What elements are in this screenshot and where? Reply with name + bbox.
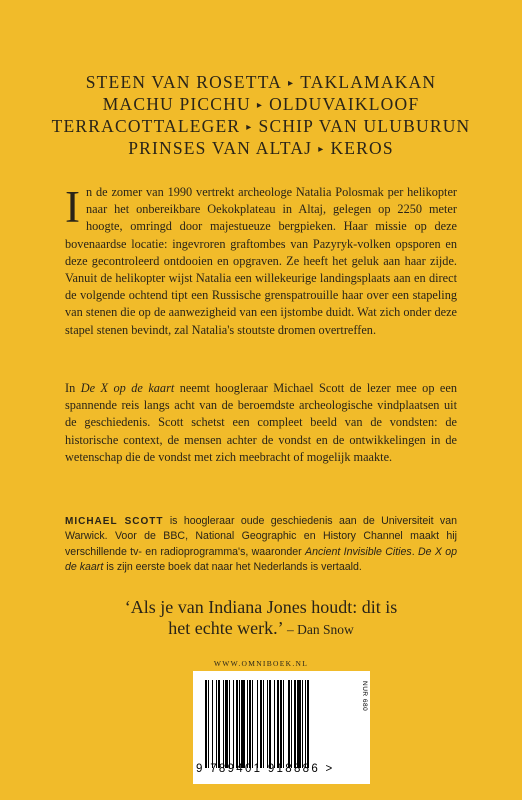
barcode-bar [233, 680, 234, 768]
barcode-bar [205, 680, 207, 768]
barcode-bar [239, 680, 240, 768]
barcode-bar [236, 680, 238, 768]
endorsement-quote [0, 597, 522, 640]
barcode-bar [208, 680, 209, 768]
site-name: MACHU PICCHU [102, 94, 251, 114]
barcode-bar [216, 680, 217, 768]
description-paragraph [65, 380, 457, 466]
quote-text: het echte werk.’ [168, 618, 284, 638]
barcode-bar [305, 680, 306, 768]
barcode-bar [302, 680, 303, 768]
nur-code: NUR 680 [361, 681, 368, 712]
site-name: TERRACOTTALEGER [51, 116, 241, 136]
drop-cap: I [65, 182, 80, 232]
barcode-bar [241, 680, 244, 768]
publisher-website: WWW.OMNIBOEK.NL [213, 659, 309, 668]
barcode-bar [229, 680, 230, 768]
bio-text: is hoogleraar oude geschiedenis aan de Universiteit van Warwick. Voor de BBC, National Geographic en History Channel maakt hij verschillende tv- en radioprogramma's, waaronder [65, 515, 457, 558]
barcode-bar [283, 680, 284, 768]
barcode-bar [297, 680, 300, 768]
sites-line [0, 94, 522, 116]
bio-text: . [411, 545, 418, 558]
description-text: neemt hoogleraar Michael Scott de lezer mee op een spannende reis langs acht van de beroemdste archeologische vindplaatsen uit de geschiedenis. Scott schetst een compleet beeld van de vondsten: de historische context, de mensen achter de vondst en de ontwikkelingen in de wetenschap die de vondst met zich meebracht of mogelijk maakte. [65, 381, 457, 464]
author-bio [65, 514, 457, 576]
site-name: TAKLAMAKAN [300, 72, 437, 92]
isbn-number: 9 789401 918886 > [196, 763, 335, 775]
sites-line [0, 72, 522, 94]
barcode-bar [218, 680, 220, 768]
sites-line [0, 116, 522, 138]
separator-triangle-icon: ▸ [318, 144, 325, 155]
archaeological-sites-list [0, 72, 522, 160]
barcode-bar [225, 680, 228, 768]
quote-line [0, 618, 522, 640]
barcode-bar [274, 680, 275, 768]
barcode-bar [307, 680, 309, 768]
sites-line [0, 138, 522, 160]
barcode-bar [294, 680, 296, 768]
bio-text: is zijn eerste boek dat naar het Nederlands is vertaald. [103, 561, 362, 574]
quote-attribution: – Dan Snow [283, 622, 354, 637]
barcode-bar [212, 680, 213, 768]
barcode-bar [260, 680, 262, 768]
site-name: PRINSES VAN ALTAJ [128, 138, 313, 158]
barcode-bars [205, 680, 347, 768]
book-title: De X op de kaart [65, 545, 458, 574]
separator-triangle-icon: ▸ [246, 122, 253, 133]
barcode-bar [277, 680, 279, 768]
site-name: KEROS [330, 138, 394, 158]
barcode-bar [291, 680, 292, 768]
show-title: Ancient Invisible Cities [305, 545, 412, 558]
barcode-bar [252, 680, 253, 768]
barcode-bar [249, 680, 251, 768]
intro-paragraph [65, 184, 457, 339]
site-name: OLDUVAIKLOOF [269, 94, 420, 114]
barcode-bar [223, 680, 224, 768]
description-text: In [65, 381, 81, 395]
barcode-bar [263, 680, 264, 768]
barcode-label [193, 671, 370, 784]
author-name: MICHAEL SCOTT [65, 516, 164, 527]
barcode-bar [269, 680, 271, 768]
barcode-bar [280, 680, 282, 768]
barcode-bar [247, 680, 248, 768]
quote-line: ‘Als je van Indiana Jones houdt: dit is [124, 597, 398, 617]
barcode-bar [267, 680, 268, 768]
intro-text: n de zomer van 1990 vertrekt archeologe Natalia Polosmak per helikopter naar het onbereikbare Oekokplateau in Altaj, gelegen op 2250 meter hoogte, omringd door majestueuze bergpieken. Haar missie op deze bovenaardse locatie: ingevroren graftombes van Pazyryk-volken opsporen en deze gecontroleerd ontdooien en opgraven. Ze heeft het geluk aan haar zijde. Vanuit de helikopter wijst Natalia een willekeurige landingsplaats aan en direct de volgende ochtend tipt een Russische grenspatrouille haar over een stapeling van stenen die op de aanwezigheid van een ijstombe duidt. Wat zich onder deze stapel stenen bevindt, zal Natalia's stoutste dromen overtreffen. [65, 185, 457, 337]
book-title: De X op de kaart [80, 381, 175, 395]
barcode-bar [257, 680, 258, 768]
site-name: SCHIP VAN ULUBURUN [258, 116, 471, 136]
site-name: STEEN VAN ROSETTA [85, 72, 283, 92]
separator-triangle-icon: ▸ [288, 78, 295, 89]
barcode-bar [288, 680, 290, 768]
separator-triangle-icon: ▸ [256, 100, 264, 111]
